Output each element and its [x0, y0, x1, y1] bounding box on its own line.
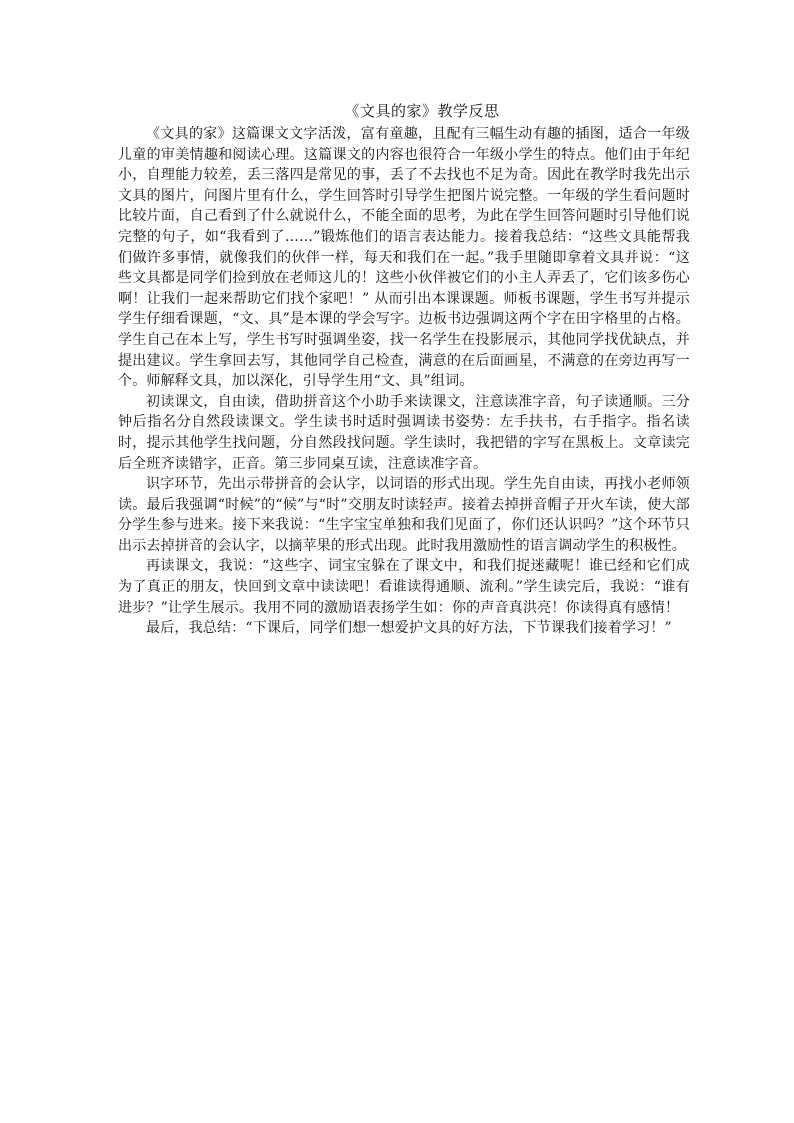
- paragraph-summary: 最后，我总结：“下课后，同学们想一想爱护文具的好方法，下节课我们接着学习！”: [146, 620, 672, 637]
- paragraph-reread: 再读课文，我说：“这些字、词宝宝躲在了课文中，和我们捉迷藏呢！谁已经和它们成为了真正的朋友，快回到文章中读读吧！看谁读得通顺、流利。”学生读完后，我说：“谁有进步？”让学生展示。我用不同的激励语表扬学生如：你的声音真洪亮！你读得真有感情！: [118, 558, 690, 616]
- document-title: 《文具的家》教学反思: [344, 102, 500, 120]
- paragraph-first-reading: 初读课文，自由读，借助拼音这个小助手来读课文，注意读准字音，句子读通顺。三分钟后指名分自然段读课文。学生读书时适时强调读书姿势：左手扶书，右手指字。指名读时，提示其他学生找问题，分自然段找问题。学生读时，我把错的字写在黑板上。文章读完后全班齐读错字，正音。第三步同桌互读，注意读准字音。: [118, 393, 690, 472]
- paragraph-intro: 《文具的家》这篇课文文字活泼，富有童趣，且配有三幅生动有趣的插图，适合一年级儿童的审美情趣和阅读心理。这篇课文的内容也很符合一年级小学生的特点。他们由于年纪小，自理能力较差，丢三落四是常见的事，丢了不去找也不足为奇。因此在教学时我先出示文具的图片，问图片里有什么，学生回答时引导学生把图片说完整。一年级的学生看问题时比较片面，自己看到了什么就说什么，不能全面的思考，为此在学生回答问题时引导他们说完整的句子，如“我看到了……”锻炼他们的语言表达能力。接着我总结：“这些文具能帮我们做许多事情，就像我们的伙伴一样，每天和我们在一起。”我手里随即拿着文具并说：“这些文具都是同学们捡到放在老师这儿的！这些小伙伴被它们的小主人弄丢了，它们该多伤心啊！让我们一起来帮助它们找个家吧！” 从而引出本课课题。师板书课题，学生书写并提示学生仔细看课题，“文、具”是本课的学会写字。边板书边强调这两个字在田字格里的占格。学生自己在本上写，学生书写时强调坐姿，找一名学生在投影展示，其他同学找优缺点，并提出建议。学生拿回去写，其他同学自己检查，满意的在后面画星，不满意的在旁边再写一个。师解释文具，加以深化，引导学生用“文、具”组词。: [118, 126, 690, 390]
- document-page: [118, 100, 690, 639]
- paragraph-character-recognition: 识字环节，先出示带拼音的会认字，以词语的形式出现。学生先自由读，再找小老师领读。最后我强调“时候”的“候”与“时”交朋友时读轻声。接着去掉拼音帽子开火车读，使大部分学生参与进来。接下来我说：“生字宝宝单独和我们见面了，你们还认识吗？”这个环节只出示去掉拼音的会认字，以摘苹果的形式出现。此时我用激励性的语言调动学生的积极性。: [118, 476, 690, 554]
